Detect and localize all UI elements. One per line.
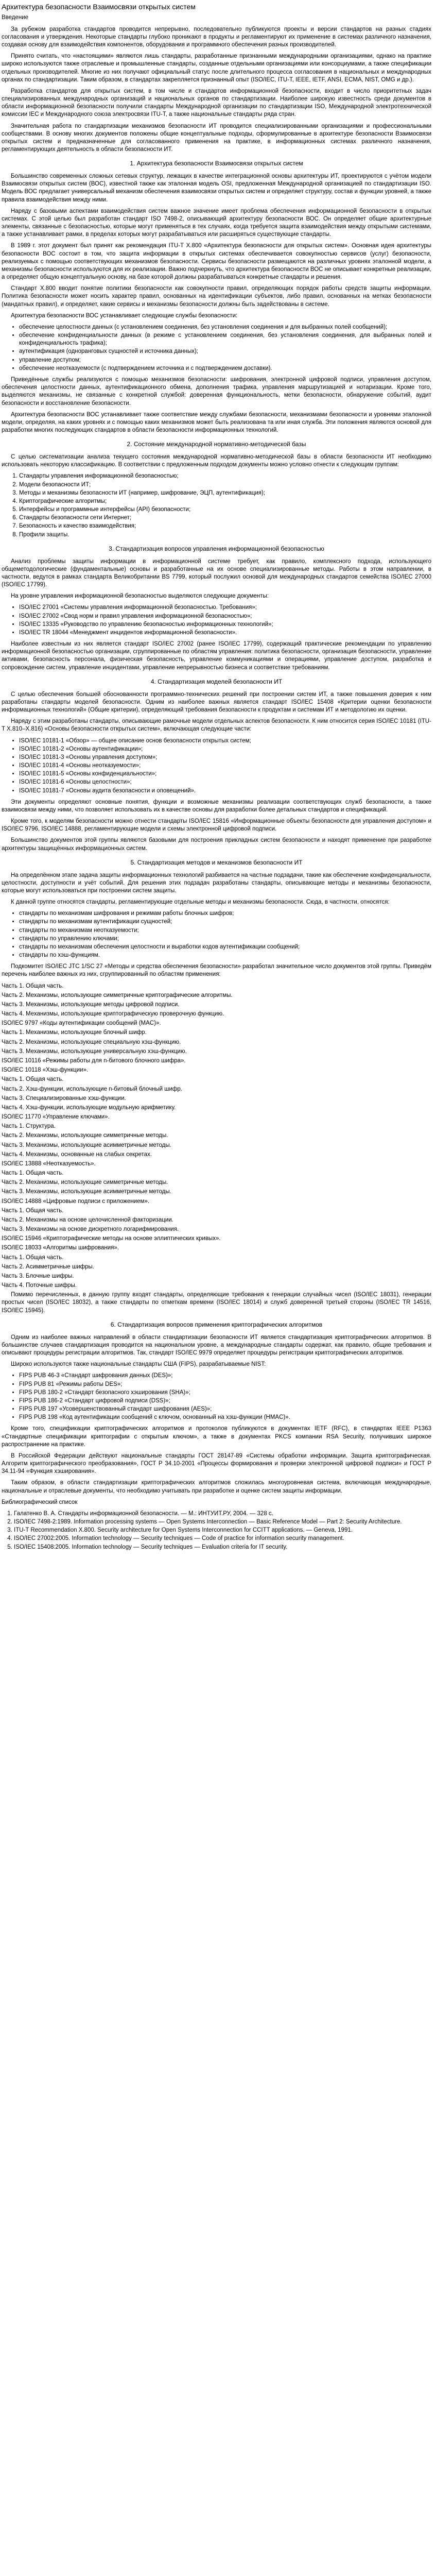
management-docs-list [2, 604, 431, 637]
list-item: 6. Стандарты безопасности сети Интернет; [19, 514, 431, 522]
section-heading-5: 5. Стандартизация методов и механизмов безопасности ИТ [130, 858, 303, 866]
intro-paragraph: Значительная работа по стандартизации механизмов безопасности ИТ проводится специализированными организациями и профессиональными сообществами. В основу многих документов положены общие концептуальные подходы, сформулированные в архитектуре безопасности Взаимосвязи открытых систем и предназначенные для согласованного применения на практике, в информационных системах различного назначения, регламентирующих деятельность в области безопасности ИТ. [2, 123, 431, 153]
list-line: ISO/IEC 9797 «Коды аутентификации сообщений (MAC)». [2, 1020, 161, 1027]
list-item: 7. Безопасность и качество взаимодействия; [19, 522, 431, 530]
paragraph: С целью систематизации анализа текущего состояния международной нормативно-методической базы в области безопасности ИТ необходимо использовать некоторую классификацию. В соответствии с предложенным подходом документы можно условно отнести к следующим группам: [2, 454, 431, 468]
list-line: Часть 4. Механизмы, основанные на слабых секретах. [2, 1151, 152, 1158]
list-item: • ISO/IEC 27001 «Системы управления информационной безопасностью. Требования»; [19, 604, 431, 612]
paragraph: Одним из наиболее важных направлений в области стандартизации безопасности ИТ является стандартизация криптографических алгоритмов. В большинстве случаев стандартизация проводится на национальном уровне, а международные стандарты содержат, как правило, общие требования и описывают процедуры регистрации алгоритмов. Так, стандарт ISO/IEC 9979 определяет процедуры регистрации криптографических алгоритмов. [2, 1334, 431, 1356]
section-heading-4: 4. Стандартизация моделей безопасности ИТ [150, 677, 283, 685]
paragraph: Анализ проблемы защиты информации в информационной системе требует, как правило, комплексного подхода, использующего общеметодологические (фундаментальные) основы и разработанные на их основе специализированные методы. Работы в этом направлении, в частности, ведутся в рамках стандарта Великобритании BS 7799, который послужил основой для международных стандартов семейства ISO/IEC 27000 (ISO/IEC 17799). [2, 558, 431, 588]
list-item: 4. Криптографические алгоритмы; [19, 498, 431, 505]
list-item: • стандарты по механизмам шифрования и режимам работы блочных шифров; [19, 910, 431, 918]
list-line: Часть 2. Асимметричные шифры. [2, 1263, 94, 1270]
list-line: Часть 3. Механизмы, использующие методы цифровой подписи. [2, 1001, 180, 1008]
mechanisms-list [2, 910, 431, 959]
list-item: • ISO/IEC 10181-5 «Основы конфиденциальности»; [19, 770, 431, 778]
paragraph: Большинство современных сложных сетевых структур, лежащих в качестве интеграционной основы архитектуры ИТ, проектируются с учётом модели Взаимосвязи открытых систем (ВОС), известной также как эталонная модель OSI, предложенная Международной организацией по стандартизации ISO. Модель ВОС предлагает универсальный механизм обеспечения взаимосвязи открытых систем и определяет структуру, состав и функции уровней, а также правила взаимодействия между ними. [2, 173, 431, 203]
list-line: Часть 3. Механизмы, использующие асимметричные методы. [2, 1189, 171, 1195]
list-line: Часть 1. Общая часть. [2, 1170, 64, 1177]
list-item: • FIPS PUB 46-3 «Стандарт шифрования данных (DES)»; [19, 1372, 431, 1380]
list-item: 5. Интерфейсы и программные интерфейсы (API) безопасности; [19, 506, 431, 514]
paragraph: Подкомитет ISO/IEC JTC 1/SC 27 «Методы и средства обеспечения безопасности» разработал значительное число документов этой группы. Приведём перечень наиболее важных из них, сгруппированный по областям применения: [2, 963, 431, 978]
list-line: Часть 3. Специализированные хэш-функции. [2, 1095, 126, 1101]
paragraph: В Российской Федерации действуют национальные стандарты ГОСТ 28147-89 «Системы обработки информации. Защита криптографическая. Алгоритм криптографического преобразования», ГОСТ Р 34.10-2001 «Процессы формирования и проверки электронной цифровой подписи» и ГОСТ Р 34.11-94 «Функция хэширования». [2, 1452, 431, 1475]
list-item: • ISO/IEC 10181-3 «Основы управления доступом»; [19, 754, 431, 761]
list-line: Часть 3. Механизмы на основе дискретного логарифмирования. [2, 1226, 179, 1233]
reference-item: 1. Галатенко В. А. Стандарты информационной безопасности. — М.: ИНТУИТ.РУ, 2004. — 328 с. [14, 1510, 431, 1518]
list-item: • ISO/IEC 27002 «Свод норм и правил управления информационной безопасностью»; [19, 613, 431, 620]
list-line: ISO/IEC 14888 «Цифровые подписи с приложением». [2, 1198, 150, 1205]
list-line: Часть 2. Механизмы, использующие симметричные методы. [2, 1132, 168, 1139]
reference-item: 2. ISO/IEC 7498-2:1989. Information processing systems — Open Systems Interconnection — Basic Reference Model — Part 2: Security Architecture. [14, 1518, 431, 1526]
list-line: Часть 2. Механизмы, использующие специальную хэш-функцию. [2, 1039, 181, 1045]
intro-paragraph: Разработка стандартов для открытых систем, в том числе и стандартов информационной безопасности, входит в число приоритетных задач специализированных международных организаций и национальных органов по стандартизации. Наиболее широкую известность среди документов в области информационной безопасности получили стандарты Международной организации по стандартизации ISO, Международной электротехнической комиссии IEC и Международного союза электросвязи ITU-T, а также национальные стандарты ряда стран. [2, 88, 431, 118]
list-line: Часть 2. Механизмы, использующие симметричные методы. [2, 1179, 168, 1186]
list-item: • стандарты по хэш-функциям. [19, 952, 431, 959]
paragraph: Широко используются также национальные стандарты США (FIPS), разрабатываемые NIST: [11, 1361, 266, 1368]
paragraph: Наряду с этим разработаны стандарты, описывающие рамочные модели отдельных аспектов безопасности. К ним относится серия ISO/IEC 10181 (ITU-T X.810–X.816) «Основы безопасности открытых систем», включающая следующие части: [2, 718, 431, 733]
paragraph: Наряду с базовыми аспектами взаимодействия систем важное значение имеет проблема обеспечения информационной безопасности в открытых системах. С этой целью был разработан стандарт ISO 7498-2, описывающий архитектуру безопасности ВОС. Он определяет общие архитектурные элементы, связанные с безопасностью, которые могут применяться в тех случаях, когда требуется защита взаимодействия между открытыми системами, а также устанавливает рамки, в пределах которых могут разрабатываться или расширяться существующие стандарты. [2, 208, 431, 238]
list-item: • FIPS PUB 180-2 «Стандарт безопасного хэширования (SHA)»; [19, 1389, 431, 1397]
section-heading-2: 2. Состояние международной нормативно-методической базы [127, 440, 306, 448]
list-item: • стандарты по управлению ключами; [19, 935, 431, 943]
list-item: • управление доступом; [19, 357, 431, 364]
list-item: • обеспечение конфиденциальности данных (в режиме с установлением соединения, без установления соединения, для выбранных полей и конфиденциальность трафика); [19, 332, 431, 347]
list-line: ISO/IEC 10116 «Режимы работы для n-битового блочного шифра». [2, 1058, 186, 1064]
list-item: 8. Профили защиты. [19, 531, 431, 539]
list-item: • ISO/IEC 10181-7 «Основы аудита безопасности и оповещений». [19, 787, 431, 795]
paragraph: Стандарт X.800 вводит понятие политики безопасности как совокупности правил, определяющих порядок работы средств защиты информации. Политика безопасности может носить характер правил, основанных на идентификации субъектов, либо правил, основанных на метках безопасности (мандатных правил), и определяет, какие сервисы и механизмы безопасности должны быть задействованы в системе. [2, 285, 431, 308]
intro-label: Введение [2, 14, 29, 21]
reference-item: 5. ISO/IEC 15408:2005. Information technology — Security techniques — Evaluation criteria for IT security. [14, 1544, 431, 1551]
list-line: ISO/IEC 10118 «Хэш-функции». [2, 1067, 89, 1074]
paragraph: Большинство документов этой группы являются базовыми для построения прикладных систем безопасности и находят применение при разработке архитектуры защищённых информационных систем. [2, 837, 431, 852]
list-line: Часть 2. Механизмы на основе целочисленной факторизации. [2, 1216, 173, 1223]
paragraph: На уровне управления информационной безопасностью выделяются следующие документы: [11, 593, 269, 600]
paragraph: Помимо перечисленных, в данную группу входят стандарты, определяющие требования к генерации случайных чисел (ISO/IEC 18031), генерации простых чисел (ISO/IEC 18032), а также стандарты по отметкам времени (ISO/IEC 18014) и служб доверенной третьей стороны (ISO/IEC TR 14516, ISO/IEC 15945). [2, 1292, 431, 1314]
fips-list [2, 1372, 431, 1421]
list-item: • аутентификация (одноранговых сущностей и источника данных); [19, 348, 431, 355]
list-item: • FIPS PUB 186-2 «Стандарт цифровой подписи (DSS)»; [19, 1397, 431, 1405]
list-item: 1. Стандарты управления информационной безопасностью; [19, 472, 431, 480]
list-item: • FIPS PUB 198 «Код аутентификации сообщений с ключом, основанный на хэш-функции (HMAC)». [19, 1414, 431, 1421]
list-line: ISO/IEC 13888 «Неотказуемость». [2, 1160, 96, 1167]
document-groups-list [2, 472, 431, 538]
list-line: Часть 1. Общая часть. [2, 1254, 64, 1261]
section-heading-3: 3. Стандартизация вопросов управления информационной безопасностью [109, 545, 324, 552]
list-item: • FIPS PUB 197 «Усовершенствованный стандарт шифрования (AES)»; [19, 1405, 431, 1413]
list-line: Часть 4. Механизмы, использующие криптографическую проверочную функцию. [2, 1011, 224, 1018]
list-line: Часть 4. Хэш-функции, использующие модульную арифметику. [2, 1104, 176, 1111]
list-line: Часть 3. Механизмы, использующие асимметричные методы. [2, 1142, 171, 1148]
list-line: ISO/IEC 18033 «Алгоритмы шифрования». [2, 1245, 119, 1251]
list-item: • обеспечение неотказуемости (с подтверждением источника и с подтверждением доставки). [19, 365, 431, 372]
list-line: Часть 3. Механизмы, использующие универсальную хэш-функцию. [2, 1048, 187, 1055]
list-line: Часть 1. Механизмы, использующие блочный шифр. [2, 1029, 147, 1036]
list-item: • ISO/IEC TR 18044 «Менеджмент инцидентов информационной безопасности». [19, 629, 431, 637]
paragraph: Таким образом, в области стандартизации криптографических алгоритмов сложилась многоуровневая система, включающая международные, национальные и отраслевые документы, что необходимо учитывать при разработке и оценке систем защиты информации. [2, 1480, 431, 1494]
paragraph: Архитектура безопасности ВОС устанавливает также соответствие между службами безопасности, механизмами безопасности и уровнями эталонной модели, определяя, на каких уровнях и с помощью каких механизмов может быть реализована та или иная служба. Эти положения являются основой для разработки многих последующих стандартов в области безопасности информационных технологий. [2, 411, 431, 434]
list-item: • ISO/IEC 10181-4 «Основы неотказуемости»; [19, 762, 431, 770]
list-line: Часть 1. Общая часть. [2, 1076, 64, 1083]
frameworks-list [2, 737, 431, 795]
intro-paragraph: За рубежом разработка стандартов проводится непрерывно, последовательно публикуются проекты и версии стандартов на разных стадиях согласования и утверждения. Некоторые стандарты глубоко проникают в продукты и регламентируют их применение в системах различного назначения, создавая основу для взаимодействия компонентов, оборудования и программного обеспечения разных производителей. [2, 26, 431, 48]
list-line: Часть 1. Структура. [2, 1123, 56, 1130]
paragraph: Кроме того, к моделям безопасности можно отнести стандарты ISO/IEC 15816 «Информационные объекты безопасности для управления доступом» и ISO/IEC 9796, ISO/IEC 14888, регламентирующие модели и схемы электронной цифровой подписи. [2, 818, 431, 833]
references-heading: Библиографический список [2, 1499, 78, 1505]
list-item: • FIPS PUB 81 «Режимы работы DES»; [19, 1381, 431, 1388]
paragraph: К данной группе относятся стандарты, регламентирующие отдельные методы и механизмы безопасности. Сюда, в частности, относятся: [11, 899, 390, 906]
page-title: Архитектура безопасности Взаимосвязи открытых систем [2, 3, 196, 11]
reference-item: 3. ITU-T Recommendation X.800. Security architecture for Open Systems Interconnection for CCITT applications. — Geneva, 1991. [14, 1527, 431, 1534]
list-line: Часть 1. Общая часть. [2, 1207, 64, 1214]
paragraph: Кроме того, спецификации криптографических алгоритмов и протоколов публикуются в документах IETF (RFC), в стандартах IEEE P1363 «Стандартные спецификации криптографии с открытым ключом», а также в документах PKCS компании RSA Security, получивших широкое распространение на практике. [2, 1426, 431, 1448]
list-line: Часть 2. Механизмы, использующие симметричные криптографические алгоритмы. [2, 992, 233, 998]
list-item: • ISO/IEC 10181-6 «Основы целостности»; [19, 778, 431, 786]
reference-item: 4. ISO/IEC 27002:2005. Information technology — Security techniques — Code of practice for information security management. [14, 1535, 431, 1543]
list-line: Часть 1. Общая часть. [2, 982, 64, 989]
list-line: ISO/IEC 11770 «Управление ключами». [2, 1114, 110, 1121]
standards-parts-list [2, 982, 431, 1290]
paragraph: Архитектура безопасности ВОС устанавливает следующие службы безопасности: [11, 312, 238, 319]
section-heading-1: 1. Архитектура безопасности Взаимосвязи открытых систем [130, 160, 303, 167]
list-line: ISO/IEC 15946 «Криптографические методы на основе эллиптических кривых». [2, 1235, 221, 1242]
intro-paragraph: Принято считать, что «настоящими» являются лишь стандарты, разработанные признанными международными организациями, однако на практике широко используются также отраслевые и промышленные стандарты, созданные отдельными организациями или консорциумами, а также спецификации отдельных производителей. Многие из них получают официальный статус после длительного процесса согласования в национальных и международных органах по стандартизации. Таким образом, в стандартах закрепляется признанный опыт (ISO/IEC, ITU-T, IEEE, IETF, ANSI, ECMA, NIST, OMG и др.). [2, 53, 431, 83]
paragraph: На определённом этапе задача защиты информационных технологий разбивается на частные подзадачи, такие как обеспечение конфиденциальности, целостности, доступности и учёт событий. Для решения этих подзадач разработаны стандарты, описывающие методы и механизмы безопасности, которые могут использоваться при построении систем защиты. [2, 872, 431, 894]
list-item: • стандарты по механизмам аутентификации сущностей; [19, 918, 431, 926]
list-item: 3. Методы и механизмы безопасности ИТ (например, шифрование, ЭЦП, аутентификация); [19, 489, 431, 497]
list-item: 2. Модели безопасности ИТ; [19, 481, 431, 489]
security-services-list [2, 324, 431, 372]
list-item: • стандарты по механизмам обеспечения целостности и выработки кодов аутентификации сообщений; [19, 943, 431, 951]
paragraph: Приведённые службы реализуются с помощью механизмов безопасности: шифрования, электронной цифровой подписи, управления доступом, обеспечения целостности данных, аутентификационного обмена, дополнения трафика, управления маршрутизацией и нотаризации. Кроме того, выделяются механизмы, не связанные с конкретной службой: доверенная функциональность, метки безопасности, обнаружение событий, аудит безопасности и восстановление безопасности. [2, 377, 431, 406]
list-item: • ISO/IEC 10181-1 «Обзор» — общее описание основ безопасности открытых систем; [19, 737, 431, 745]
paragraph: С целью обеспечения большей обоснованности программно-технических решений при построении систем ИТ, а также повышения доверия к ним разработаны стандарты моделей безопасности. Одним из наиболее важных является стандарт ISO/IEC 15408 «Критерии оценки безопасности информационных технологий» (Общие критерии), определяющий требования безопасности к продуктам и системам ИТ и методологию их оценки. [2, 691, 431, 713]
list-item: • ISO/IEC 10181-2 «Основы аутентификации»; [19, 745, 431, 753]
list-line: Часть 4. Поточные шифры. [2, 1282, 77, 1289]
references-list [2, 1510, 431, 1551]
section-heading-6: 6. Стандартизация вопросов применения криптографических алгоритмов [110, 1320, 323, 1328]
list-line: Часть 3. Блочные шифры. [2, 1273, 74, 1279]
list-line: Часть 2. Хэш-функции, использующие n-битовый блочный шифр. [2, 1086, 182, 1092]
list-item: • ISO/IEC 13335 «Руководство по управлению безопасностью информационных технологий»; [19, 621, 431, 629]
paragraph: Эти документы определяют основные понятия, функции и возможные механизмы реализации соответствующих служб безопасности, а также взаимосвязи между ними, что позволяет использовать их в качестве основы для разработки более детальных стандартов и спецификаций. [2, 799, 431, 813]
list-item: • стандарты по механизмам неотказуемости; [19, 927, 431, 935]
paragraph: Наиболее известным из них является стандарт ISO/IEC 27002 (ранее ISO/IEC 17799), содержащий практические рекомендации по управлению информационной безопасностью организации, сгруппированные по областям управления: политика безопасности, организация безопасности, управление активами, безопасность персонала, физическая безопасность, управление коммуникациями и операциями, управление доступом, разработка и сопровождение систем, управление инцидентами, управление непрерывностью бизнеса и соответствие требованиям. [2, 641, 431, 671]
list-item: • обеспечение целостности данных (с установлением соединения, без установления соединения и для выбранных полей сообщений); [19, 324, 431, 331]
paragraph: В 1989 г. этот документ был принят как рекомендация ITU-T X.800 «Архитектура безопасности для открытых систем». Основная идея архитектуры безопасности ВОС состоит в том, что защита информации в открытых системах обеспечивается совокупностью сервисов (услуг) безопасности, реализуемых с помощью соответствующих механизмов безопасности. Сервисы безопасности размещаются на различных уровнях эталонной модели, а механизмы безопасности используются для их реализации. Важно подчеркнуть, что архитектура безопасности ВОС не описывает конкретные реализации, а определяет общую концептуальную основу, на базе которой должны разрабатываться конкретные стандарты и решения. [2, 243, 431, 281]
